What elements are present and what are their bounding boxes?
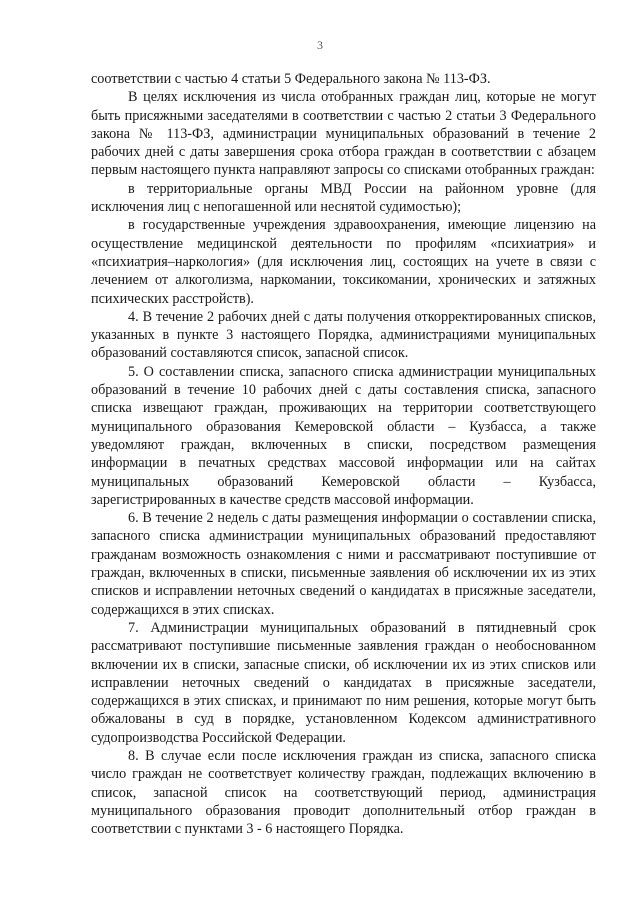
paragraph-mvd: в территориальные органы МВД России на районном уровне (для исключения лиц с непогашенной или неснятой судимостью);	[91, 180, 596, 216]
paragraph-exclusion-requests: В целях исключения из числа отобранных граждан лиц, которые не могут быть присяжными заседателями в соответствии с частью 2 статьи 3 Федерального закона № 113-ФЗ, администрации муниципальных образований в течение 2 рабочих дней с даты завершения срока отбора граждан в соответствии с абзацем первым настоящего пункта направляют запросы со списками отобранных граждан:	[91, 89, 596, 179]
paragraph-item-7: 7. Администрации муниципальных образований в пятидневный срок рассматривают поступившие письменные заявления граждан о необоснованном включении их в списки, запасные списки, об исключении их из этих списков или исправлении неточных сведений о кандидатах в присяжные заседатели, содержащихся в этих списках, и принимают по ним решения, которые могут быть обжалованы в суд в порядке, установленном Кодексом административного судопроизводства Российской Федерации.	[91, 619, 596, 746]
paragraph-item-6: 6. В течение 2 недель с даты размещения информации о составлении списка, запасного списка администрации муниципальных образований предоставляют гражданам возможность ознакомления с ними и рассматривают поступившие от граждан, включенных в списки, письменные заявления об исключении их из этих списков и исправлении неточных сведений о кандидатах в присяжные заседатели, содержащихся в этих списках.	[91, 510, 596, 618]
page-number: 3	[317, 38, 323, 52]
paragraph-item-4: 4. В течение 2 рабочих дней с даты получения откорректированных списков, указанных в пункте 3 настоящего Порядка, администрациями муниципальных образований составляются список, запасной список.	[91, 308, 596, 362]
document-body	[91, 70, 596, 838]
paragraph-item-5: 5. О составлении списка, запасного списка администрации муниципальных образований в течение 10 рабочих дней с даты составления списка, запасного списка извещают граждан, проживающих на территории соответствующего муниципального образования Кемеровской области – Кузбасса, а также уведомляют граждан, включенных в списки, посредством размещения информации в печатных средствах массовой информации или на сайтах муниципальных образований Кемеровской области – Кузбасса, зарегистрированных в качестве средств массовой информации.	[91, 363, 596, 508]
paragraph-continuation: соответствии с частью 4 статьи 5 Федерального закона № 113-ФЗ.	[91, 71, 491, 87]
paragraph-item-8: 8. В случае если после исключения граждан из списка, запасного списка число граждан не соответствует количеству граждан, подлежащих включению в список, запасной список на соответствующий период, администрация муниципального образования проводит дополнительный отбор граждан в соответствии с пунктами 3 - 6 настоящего Порядка.	[91, 747, 596, 838]
paragraph-health-institutions: в государственные учреждения здравоохранения, имеющие лицензию на осуществление медицинской деятельности по профилям «психиатрия» и «психиатрия–наркология» (для исключения лиц, состоящих на учете в связи с лечением от алкоголизма, наркомании, токсикомании, хронических и затяжных психических расстройств).	[91, 217, 596, 307]
